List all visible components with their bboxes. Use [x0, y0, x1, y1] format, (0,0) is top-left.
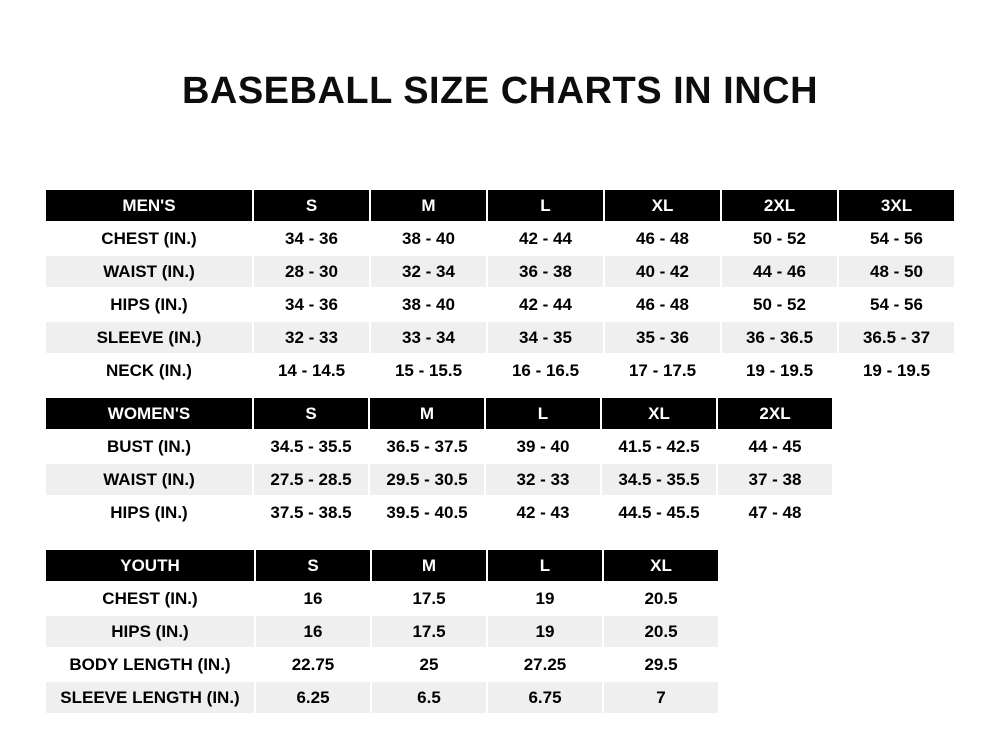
- cell: 44 - 45: [717, 430, 833, 463]
- mens-header-category: MEN'S: [45, 189, 253, 222]
- cell: 54 - 56: [838, 288, 955, 321]
- womens-header-s: S: [253, 397, 369, 430]
- cell: 17.5: [371, 615, 487, 648]
- cell: 32 - 34: [370, 255, 487, 288]
- cell: 44 - 46: [721, 255, 838, 288]
- cell: 33 - 34: [370, 321, 487, 354]
- cell: 36.5 - 37.5: [369, 430, 485, 463]
- womens-header-2xl: 2XL: [717, 397, 833, 430]
- cell: 25: [371, 648, 487, 681]
- cell: 34 - 36: [253, 288, 370, 321]
- row-label: HIPS (IN.): [45, 615, 255, 648]
- cell: 22.75: [255, 648, 371, 681]
- cell: 16: [255, 582, 371, 615]
- row-label: BODY LENGTH (IN.): [45, 648, 255, 681]
- cell: 17.5: [371, 582, 487, 615]
- table-row: [45, 648, 719, 681]
- youth-header-m: M: [371, 549, 487, 582]
- row-label: HIPS (IN.): [45, 288, 253, 321]
- cell: 54 - 56: [838, 222, 955, 255]
- cell: 36 - 38: [487, 255, 604, 288]
- cell: 37.5 - 38.5: [253, 496, 369, 529]
- cell: 36.5 - 37: [838, 321, 955, 354]
- row-label: WAIST (IN.): [45, 255, 253, 288]
- cell: 34.5 - 35.5: [601, 463, 717, 496]
- row-label: BUST (IN.): [45, 430, 253, 463]
- cell: 41.5 - 42.5: [601, 430, 717, 463]
- table-row: [45, 615, 719, 648]
- mens-header-m: M: [370, 189, 487, 222]
- cell: 39 - 40: [485, 430, 601, 463]
- page-title: BASEBALL SIZE CHARTS IN INCH: [181, 70, 819, 112]
- cell: 42 - 44: [487, 222, 604, 255]
- cell: 19 - 19.5: [721, 354, 838, 387]
- table-row: [45, 430, 833, 463]
- cell: 38 - 40: [370, 288, 487, 321]
- cell: 38 - 40: [370, 222, 487, 255]
- cell: 29.5: [603, 648, 719, 681]
- table-row: [45, 582, 719, 615]
- table-row: [45, 222, 955, 255]
- table-row: [45, 255, 955, 288]
- row-label: CHEST (IN.): [45, 582, 255, 615]
- row-label: SLEEVE (IN.): [45, 321, 253, 354]
- womens-header-m: M: [369, 397, 485, 430]
- row-label: HIPS (IN.): [45, 496, 253, 529]
- cell: 32 - 33: [485, 463, 601, 496]
- cell: 16: [255, 615, 371, 648]
- table-row: [45, 288, 955, 321]
- cell: 17 - 17.5: [604, 354, 721, 387]
- womens-header-xl: XL: [601, 397, 717, 430]
- mens-header-s: S: [253, 189, 370, 222]
- cell: 19: [487, 615, 603, 648]
- cell: 42 - 44: [487, 288, 604, 321]
- cell: 48 - 50: [838, 255, 955, 288]
- row-label: CHEST (IN.): [45, 222, 253, 255]
- row-label: NECK (IN.): [45, 354, 253, 387]
- cell: 39.5 - 40.5: [369, 496, 485, 529]
- cell: 19: [487, 582, 603, 615]
- cell: 14 - 14.5: [253, 354, 370, 387]
- cell: 50 - 52: [721, 222, 838, 255]
- mens-header-xl: XL: [604, 189, 721, 222]
- mens-header-l: L: [487, 189, 604, 222]
- cell: 27.25: [487, 648, 603, 681]
- cell: 40 - 42: [604, 255, 721, 288]
- table-row: [45, 681, 719, 714]
- row-label: SLEEVE LENGTH (IN.): [45, 681, 255, 714]
- cell: 46 - 48: [604, 222, 721, 255]
- youth-header-s: S: [255, 549, 371, 582]
- row-label: WAIST (IN.): [45, 463, 253, 496]
- cell: 37 - 38: [717, 463, 833, 496]
- cell: 42 - 43: [485, 496, 601, 529]
- youth-header-category: YOUTH: [45, 549, 255, 582]
- womens-header-category: WOMEN'S: [45, 397, 253, 430]
- cell: 34 - 35: [487, 321, 604, 354]
- table-row: [45, 463, 833, 496]
- cell: 15 - 15.5: [370, 354, 487, 387]
- cell: 29.5 - 30.5: [369, 463, 485, 496]
- table-header-row: [45, 549, 719, 582]
- cell: 44.5 - 45.5: [601, 496, 717, 529]
- cell: 46 - 48: [604, 288, 721, 321]
- mens-size-table: [44, 188, 956, 388]
- table-header-row: [45, 397, 833, 430]
- cell: 34 - 36: [253, 222, 370, 255]
- youth-size-table: [44, 548, 720, 715]
- youth-header-xl: XL: [603, 549, 719, 582]
- cell: 19 - 19.5: [838, 354, 955, 387]
- table-row: [45, 496, 833, 529]
- cell: 6.25: [255, 681, 371, 714]
- womens-header-l: L: [485, 397, 601, 430]
- mens-header-3xl: 3XL: [838, 189, 955, 222]
- cell: 20.5: [603, 582, 719, 615]
- cell: 16 - 16.5: [487, 354, 604, 387]
- cell: 34.5 - 35.5: [253, 430, 369, 463]
- cell: 47 - 48: [717, 496, 833, 529]
- cell: 50 - 52: [721, 288, 838, 321]
- cell: 7: [603, 681, 719, 714]
- cell: 32 - 33: [253, 321, 370, 354]
- table-header-row: [45, 189, 955, 222]
- youth-header-l: L: [487, 549, 603, 582]
- cell: 36 - 36.5: [721, 321, 838, 354]
- womens-size-table: [44, 396, 834, 530]
- cell: 6.75: [487, 681, 603, 714]
- table-row: [45, 354, 955, 387]
- table-row: [45, 321, 955, 354]
- mens-header-2xl: 2XL: [721, 189, 838, 222]
- cell: 20.5: [603, 615, 719, 648]
- cell: 28 - 30: [253, 255, 370, 288]
- cell: 27.5 - 28.5: [253, 463, 369, 496]
- cell: 6.5: [371, 681, 487, 714]
- cell: 35 - 36: [604, 321, 721, 354]
